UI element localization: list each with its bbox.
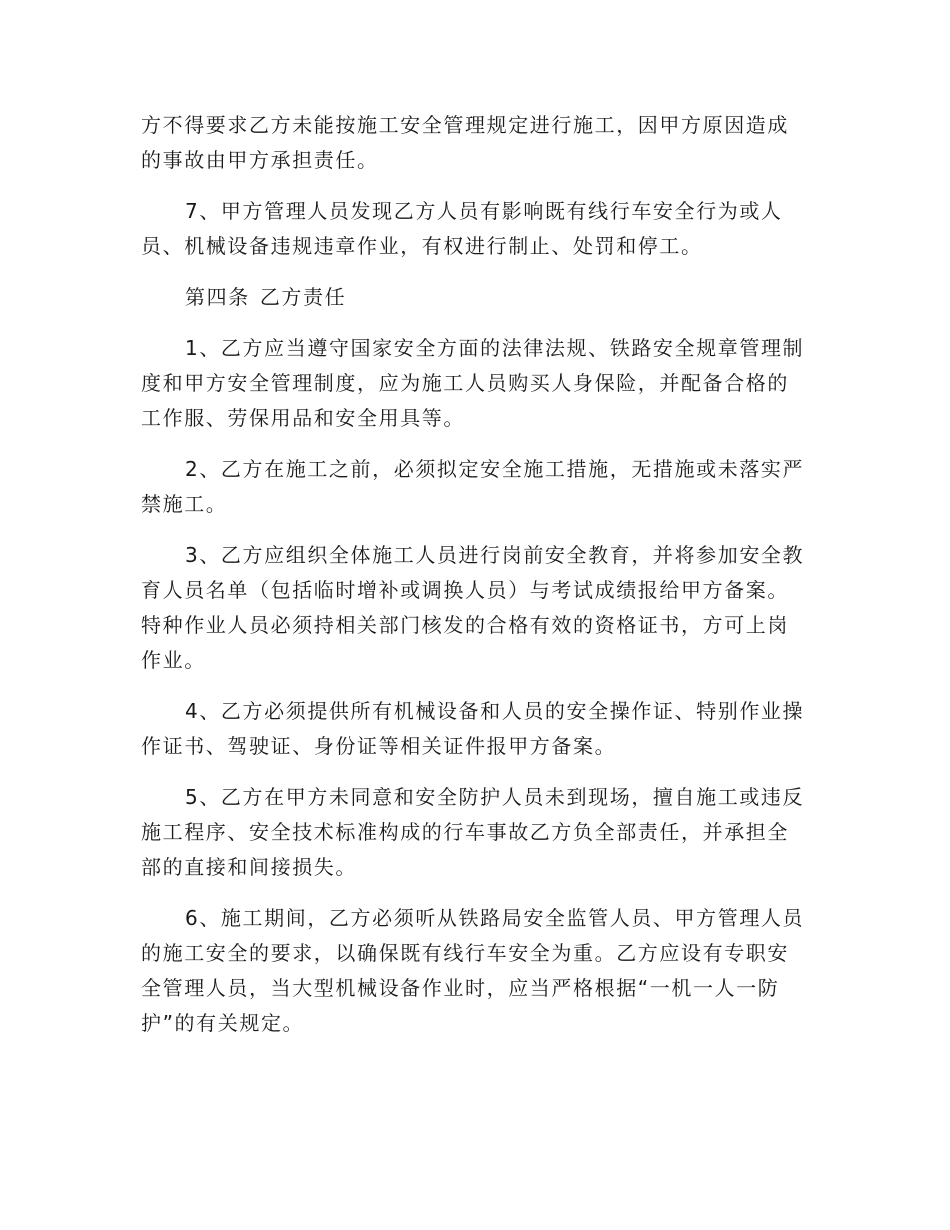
paragraph-clause-7: 7、甲方管理人员发现乙方人员有影响既有线行车安全行为或人员、机械设备违规违章作业，有权进行制止、处罚和停工。: [141, 199, 783, 258]
list-item: 1、乙方应当遵守国家安全方面的法律法规、铁路安全规章管理制度和甲方安全管理制度，应为施工人员购买人身保险，并配备合格的工作服、劳保用品和安全用具等。: [141, 336, 805, 430]
paragraph-continuation: 方不得要求乙方未能按施工安全管理规定进行施工，因甲方原因造成的事故由甲方承担责任。: [141, 113, 789, 172]
list-item: 3、乙方应组织全体施工人员进行岗前安全教育，并将参加安全教育人员名单（包括临时增补或调换人员）与考试成绩报给甲方备案。特种作业人员必须持相关部门核发的合格有效的资格证书，方可上岗作业。: [141, 543, 805, 672]
section-title: 乙方责任: [259, 285, 347, 309]
list-item: 5、乙方在甲方未同意和安全防护人员未到现场，擅自施工或违反施工程序、安全技术标准构成的行车事故乙方负全部责任，并承担全部的直接和间接损失。: [141, 785, 805, 879]
list-item: 4、乙方必须提供所有机械设备和人员的安全操作证、特别作业操作证书、驾驶证、身份证等相关证件报甲方备案。: [141, 699, 805, 758]
section-heading: [141, 280, 805, 315]
document-body: [141, 108, 805, 1057]
list-item: 6、施工期间，乙方必须听从铁路局安全监管人员、甲方管理人员的施工安全的要求，以确保既有线行车安全为重。乙方应设有专职安全管理人员，当大型机械设备作业时，应当严格根据“一机一人一防护”的有关规定。: [141, 906, 805, 1035]
section-number: 第四条: [185, 285, 250, 309]
list-item: 2、乙方在施工之前，必须拟定安全施工措施，无措施或未落实严禁施工。: [141, 457, 805, 516]
